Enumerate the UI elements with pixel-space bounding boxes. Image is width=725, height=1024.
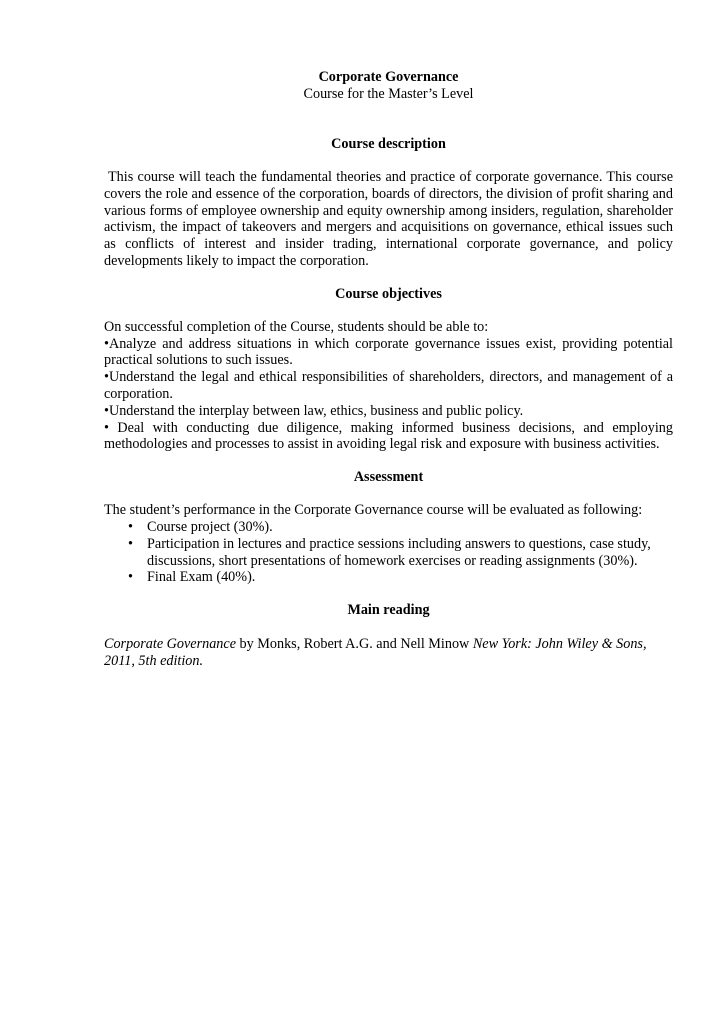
assessment-heading: Assessment xyxy=(353,469,424,486)
assessment-list-item xyxy=(104,536,673,570)
assessment-item-text: Course project (30%). xyxy=(147,518,273,535)
assessment-list-item xyxy=(104,519,673,536)
objectives-intro: On successful completion of the Course, students should be able to: xyxy=(104,318,489,335)
assessment-list xyxy=(104,519,673,586)
bullet-icon: • xyxy=(128,535,133,552)
bullet-icon: • xyxy=(128,569,133,586)
objective-item: •Understand the interplay between law, ethics, business and public policy. xyxy=(104,402,524,419)
course-description-text: This course will teach the fundamental theories and practice of corporate governance. This course covers the role and essence of the corporation, boards of directors, the division of profit sharing and various forms of employee ownership and equity ownership among insiders, regulation, shareholder activism, the impact of takeovers and mergers and acquisitions on governance, ethical issues such as conflicts of interest and insider trading, international corporate governance, and policy developments likely to impact the corporation. xyxy=(104,169,673,269)
bullet-icon: • xyxy=(128,518,133,535)
book-authors: by Monks, Robert A.G. and Nell Minow xyxy=(236,636,473,653)
document-header xyxy=(104,69,673,103)
assessment-item-text: Participation in lectures and practice sessions including answers to questions, case study, discussions, short presentations of homework exercises or reading assignments (30%). xyxy=(147,535,651,569)
assessment-list-item xyxy=(104,569,673,586)
course-objectives-body xyxy=(104,319,673,453)
main-reading-heading: Main reading xyxy=(347,602,430,619)
objective-item: •Understand the legal and ethical responsibilities of shareholders, directors, and management of a corporation. xyxy=(104,369,673,402)
book-title: Corporate Governance xyxy=(104,636,236,653)
main-reading-citation xyxy=(104,636,673,670)
book-publisher: New York: John Wiley & Sons, 2011, 5th edition. xyxy=(104,636,647,669)
document-page xyxy=(104,69,673,670)
objective-item: • Deal with conducting due diligence, making informed business decisions, and employing methodologies and processes to assist in avoiding legal risk and exposure with business activities. xyxy=(104,419,673,453)
assessment-item-text: Final Exam (40%). xyxy=(147,569,256,586)
course-objectives-heading: Course objectives xyxy=(335,285,442,302)
assessment-body xyxy=(104,502,673,586)
course-description-heading: Course description xyxy=(331,136,446,152)
objective-item: •Analyze and address situations in which corporate governance issues exist, providing potential practical solutions to such issues. xyxy=(104,335,673,369)
assessment-intro: The student’s performance in the Corporate Governance course will be evaluated as following: xyxy=(104,502,643,519)
document-title: Corporate Governance xyxy=(318,69,459,85)
document-subtitle: Course for the Master’s Level xyxy=(303,86,474,102)
